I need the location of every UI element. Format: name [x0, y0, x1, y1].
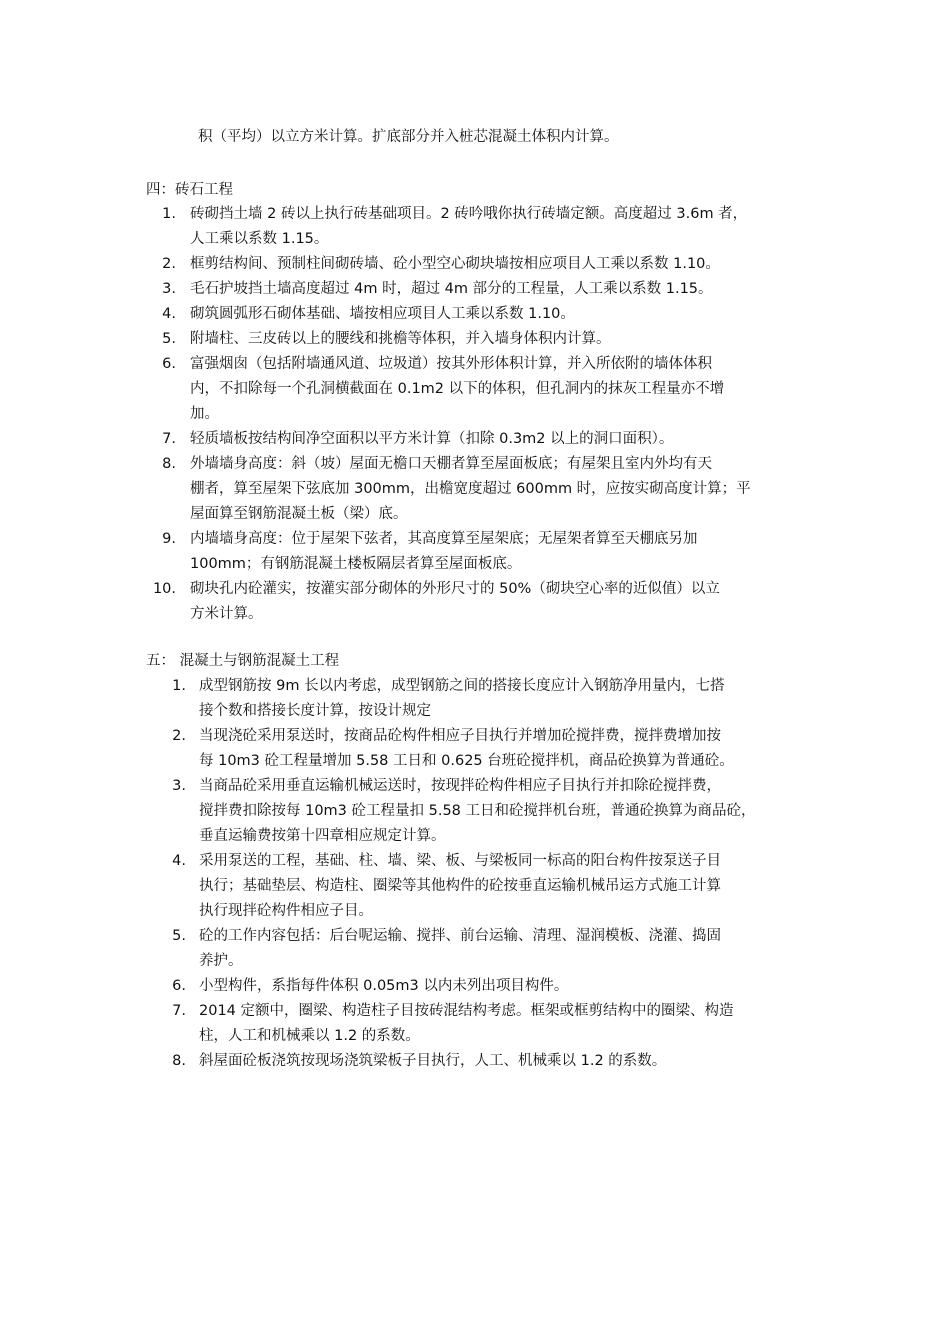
list-item-number: 6. — [162, 356, 176, 372]
list-item-text-line: 棚者，算至屋架下弦底加 300mm，出檐宽度超过 600mm 时，应按实砌高度计算；平 — [190, 481, 751, 497]
list-item-number: 4. — [162, 306, 176, 322]
list-item-number: 5. — [172, 928, 186, 944]
intro-line: 积（平均）以立方米计算。扩底部分并入桩芯混凝土体积内计算。 — [198, 129, 619, 145]
section-5-heading: 五： 混凝土与钢筋混凝土工程 — [146, 653, 340, 669]
list-item-text-line: 砼的工作内容包括：后台呢运输、搅拌、前台运输、清理、湿润模板、浇灌、捣固 — [199, 928, 721, 944]
list-item-text-line: 富强烟囱（包括附墙通风道、垃圾道）按其外形体积计算，并入所依附的墙体体积 — [190, 356, 712, 372]
list-item-text-line: 小型构件，系指每件体积 0.05m3 以内未列出项目构件。 — [199, 978, 569, 994]
list-item-text-line: 方米计算。 — [190, 606, 263, 622]
list-item-text-line: 养护。 — [199, 953, 243, 969]
list-item-number: 8. — [162, 456, 176, 472]
list-item-number: 9. — [162, 531, 176, 547]
list-item-text-line: 执行；基础垫层、构造柱、圈梁等其他构件的砼按垂直运输机械吊运方式施工计算 — [199, 878, 721, 894]
list-item-text-line: 100mm；有钢筋混凝土楼板隔层者算至屋面板底。 — [190, 556, 522, 572]
list-item-text-line: 接个数和搭接长度计算，按设计规定 — [199, 703, 431, 719]
list-item-text-line: 加。 — [190, 406, 219, 422]
list-item-text-line: 2014 定额中，圈梁、构造柱子目按砖混结构考虑。框架或框剪结构中的圈梁、构造 — [199, 1003, 734, 1019]
list-item-text-line: 内，不扣除每一个孔洞横截面在 0.1m2 以下的体积，但孔洞内的抹灰工程量亦不增 — [190, 381, 725, 397]
list-item-number: 1. — [172, 678, 186, 694]
list-item-text-line: 附墙柱、三皮砖以上的腰线和挑檐等体积，并入墙身体积内计算。 — [190, 331, 611, 347]
list-item-number: 3. — [172, 778, 186, 794]
list-item-text-line: 轻质墙板按结构间净空面积以平方米计算（扣除 0.3m2 以上的洞口面积）。 — [190, 431, 674, 447]
list-item-text-line: 人工乘以系数 1.15。 — [190, 231, 329, 247]
list-item-text-line: 外墙墙身高度：斜（坡）屋面无檐口天棚者算至屋面板底；有屋架且室内外均有天 — [190, 456, 712, 472]
list-item-text-line: 砖砌挡土墙 2 砖以上执行砖基础项目。2 砖吟哦你执行砖墙定额。高度超过 3.6m 者， — [190, 206, 748, 222]
list-item-number: 2. — [162, 256, 176, 272]
list-item-text-line: 毛石护坡挡土墙高度超过 4m 时，超过 4m 部分的工程量，人工乘以系数 1.15。 — [190, 281, 713, 297]
list-item-number: 5. — [162, 331, 176, 347]
list-item-text-line: 内墙墙身高度：位于屋架下弦者，其高度算至屋架底；无屋架者算至天棚底另加 — [190, 531, 698, 547]
list-item-text-line: 采用泵送的工程，基础、柱、墙、梁、板、与梁板同一标高的阳台构件按泵送子目 — [199, 853, 721, 869]
list-item-number: 7. — [172, 1003, 186, 1019]
list-item-text-line: 搅拌费扣除按每 10m3 砼工程量扣 5.58 工日和砼搅拌机台班，普通砼换算为商品砼， — [199, 803, 756, 819]
list-item-number: 3. — [162, 281, 176, 297]
list-item-text-line: 执行现拌砼构件相应子目。 — [199, 903, 373, 919]
list-item-number: 8. — [172, 1053, 186, 1069]
list-item-number: 1. — [162, 206, 176, 222]
list-item-text-line: 当商品砼采用垂直运输机械运送时，按现拌砼构件相应子目执行并扣除砼搅拌费， — [199, 778, 721, 794]
list-item-text-line: 成型钢筋按 9m 长以内考虑，成型钢筋之间的搭接长度应计入钢筋净用量内，七搭 — [199, 678, 725, 694]
list-item-number: 7. — [162, 431, 176, 447]
list-item-text-line: 每 10m3 砼工程量增加 5.58 工日和 0.625 台班砼搅拌机，商品砼换算为普通砼。 — [199, 753, 734, 769]
list-item-number: 2. — [172, 728, 186, 744]
list-item-text-line: 砌块孔内砼灌实，按灌实部分砌体的外形尺寸的 50%（砌块空心率的近似值）以立 — [190, 581, 720, 597]
list-item-text-line: 砌筑圆弧形石砌体基础、墙按相应项目人工乘以系数 1.10。 — [190, 306, 575, 322]
list-item-number: 6. — [172, 978, 186, 994]
list-item-text-line: 屋面算至钢筋混凝土板（梁）底。 — [190, 506, 408, 522]
list-item-text-line: 框剪结构间、预制柱间砌砖墙、砼小型空心砌块墙按相应项目人工乘以系数 1.10。 — [190, 256, 720, 272]
list-item-text-line: 斜屋面砼板浇筑按现场浇筑梁板子目执行，人工、机械乘以 1.2 的系数。 — [199, 1053, 667, 1069]
list-item-number: 10. — [152, 581, 176, 597]
list-item-text-line: 垂直运输费按第十四章相应规定计算。 — [199, 828, 446, 844]
list-item-number: 4. — [172, 853, 186, 869]
list-item-text-line: 柱，人工和机械乘以 1.2 的系数。 — [199, 1028, 420, 1044]
section-4-heading: 四：砖石工程 — [146, 182, 233, 198]
list-item-text-line: 当现浇砼采用泵送时，按商品砼构件相应子目执行并增加砼搅拌费，搅拌费增加按 — [199, 728, 721, 744]
